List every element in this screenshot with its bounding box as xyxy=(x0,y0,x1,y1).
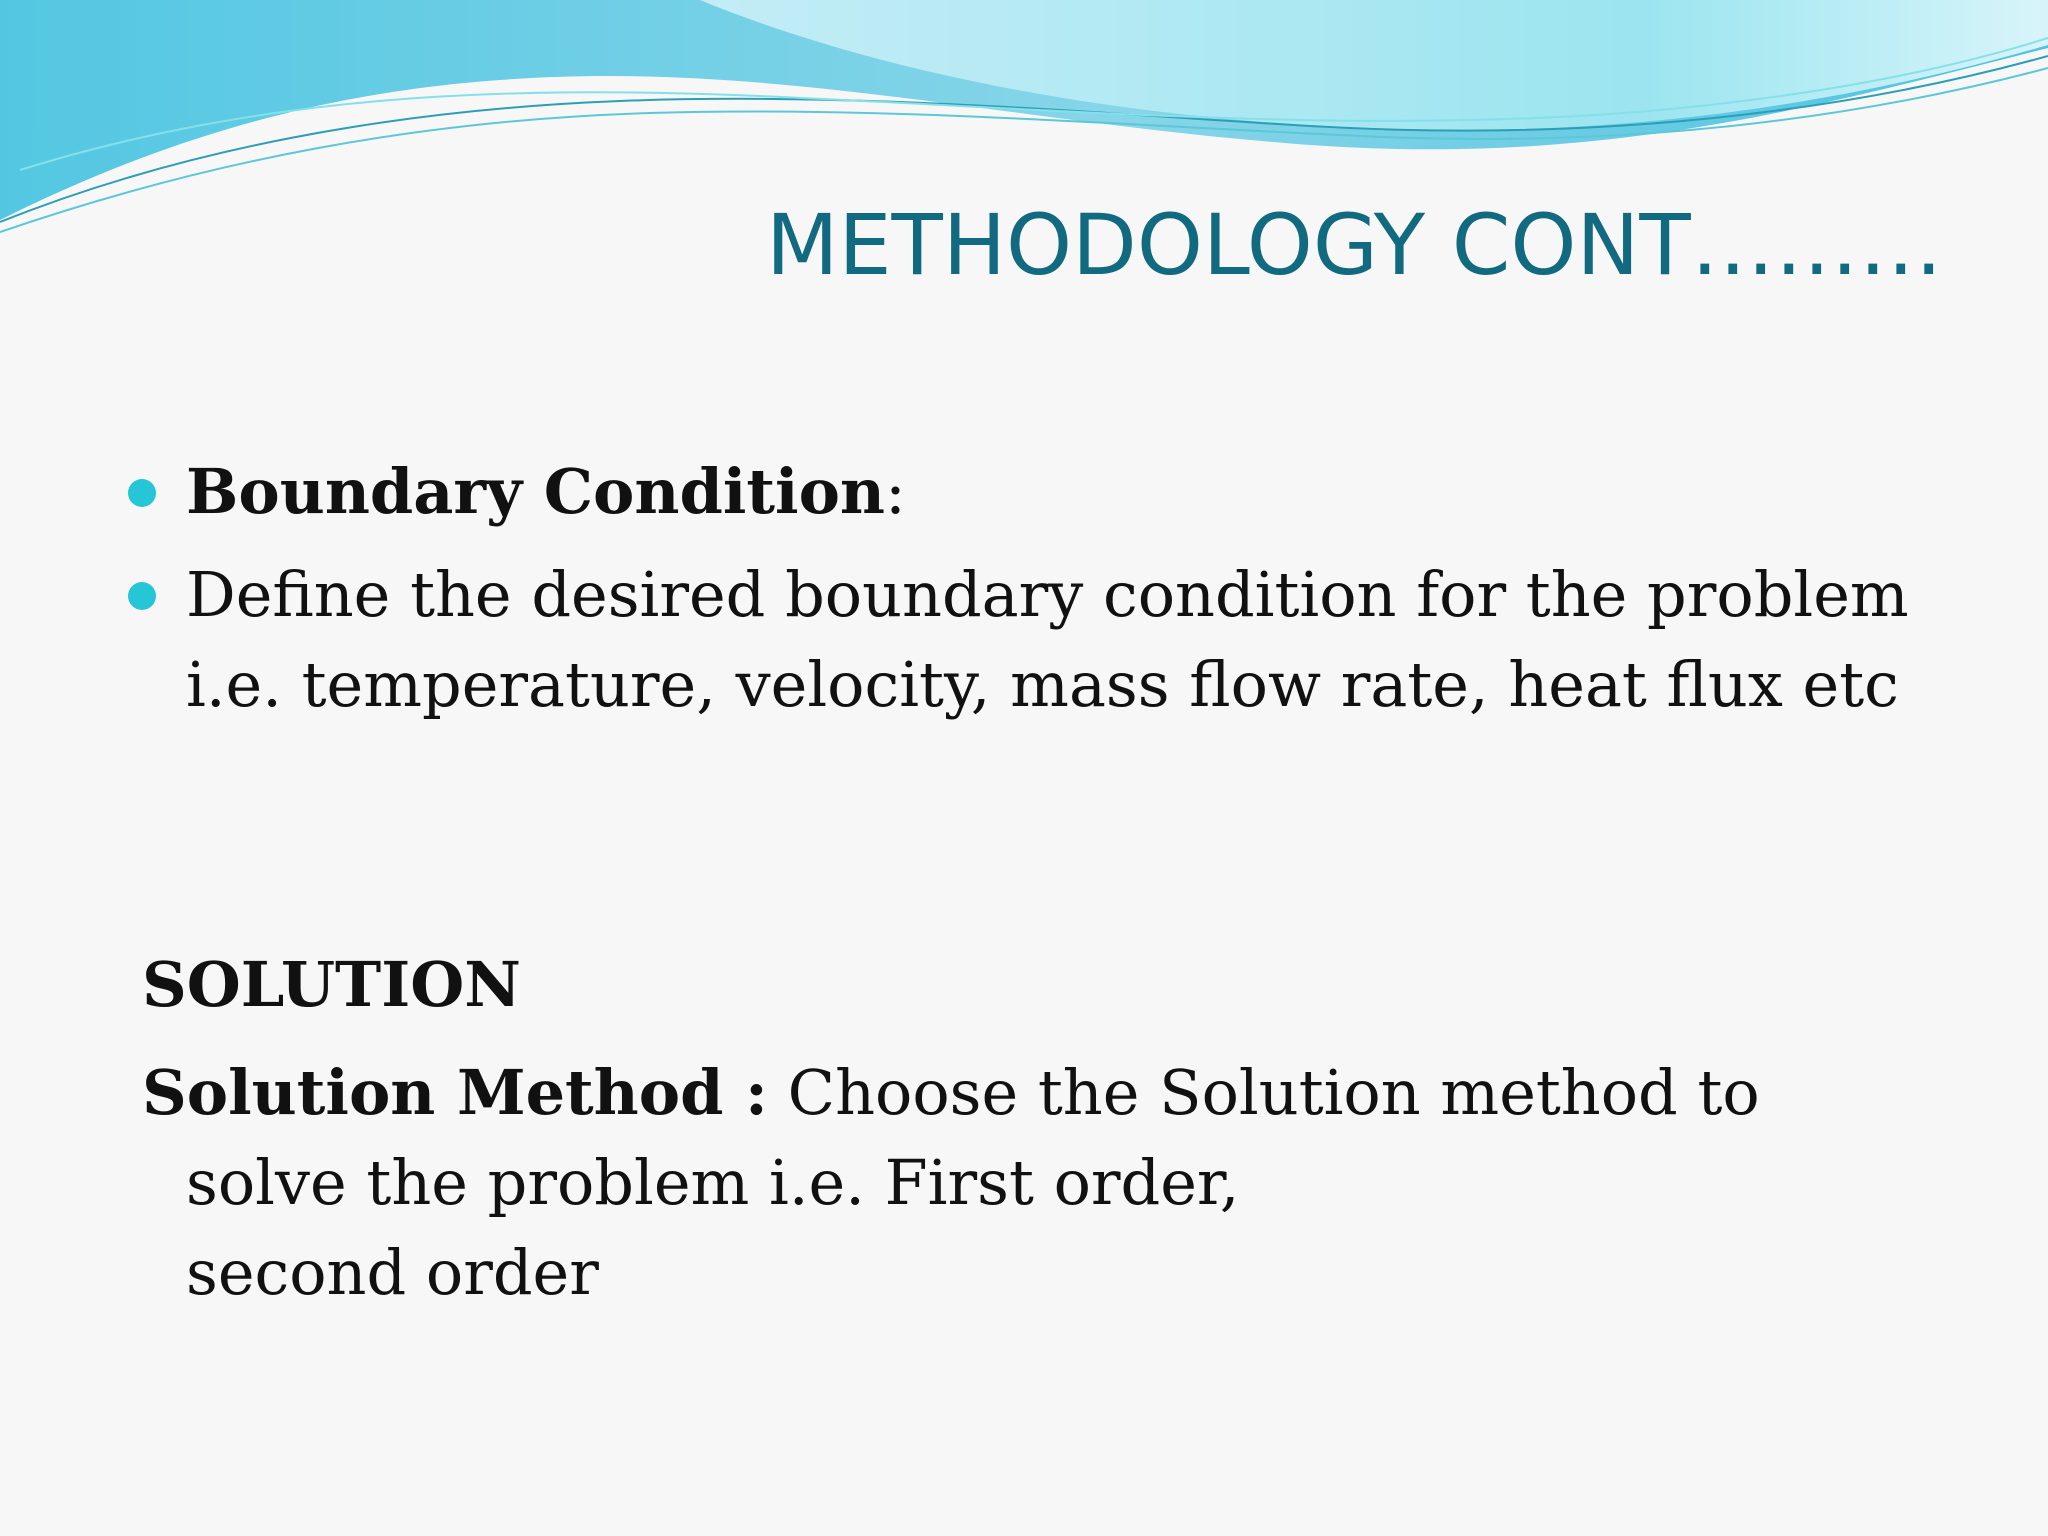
bullet-dot-icon xyxy=(128,582,156,610)
bullet-text-boundary-condition xyxy=(186,447,2006,537)
solution-method-paragraph xyxy=(142,1048,1982,1318)
solution-method-label: Solution Method : xyxy=(142,1056,768,1129)
slide-title: METHODOLOGY CONT……… xyxy=(766,196,1943,294)
solution-method-line-2: solve the problem i.e. First order, xyxy=(186,1146,1240,1219)
solution-method-line-3: second order xyxy=(186,1236,599,1309)
boundary-condition-colon: : xyxy=(885,455,906,528)
solution-method-line-1 xyxy=(142,1048,1982,1138)
bullet-dot-icon xyxy=(128,479,156,507)
boundary-condition-label: Boundary Condition xyxy=(186,455,886,528)
boundary-definition-text: Define the desired boundary condition for the problem i.e. temperature, velocity, mass flow rate, heat flux etc xyxy=(186,558,1909,721)
section-heading-solution: SOLUTION xyxy=(142,948,521,1021)
solution-method-text-line-1: Choose the Solution method to xyxy=(767,1056,1760,1129)
